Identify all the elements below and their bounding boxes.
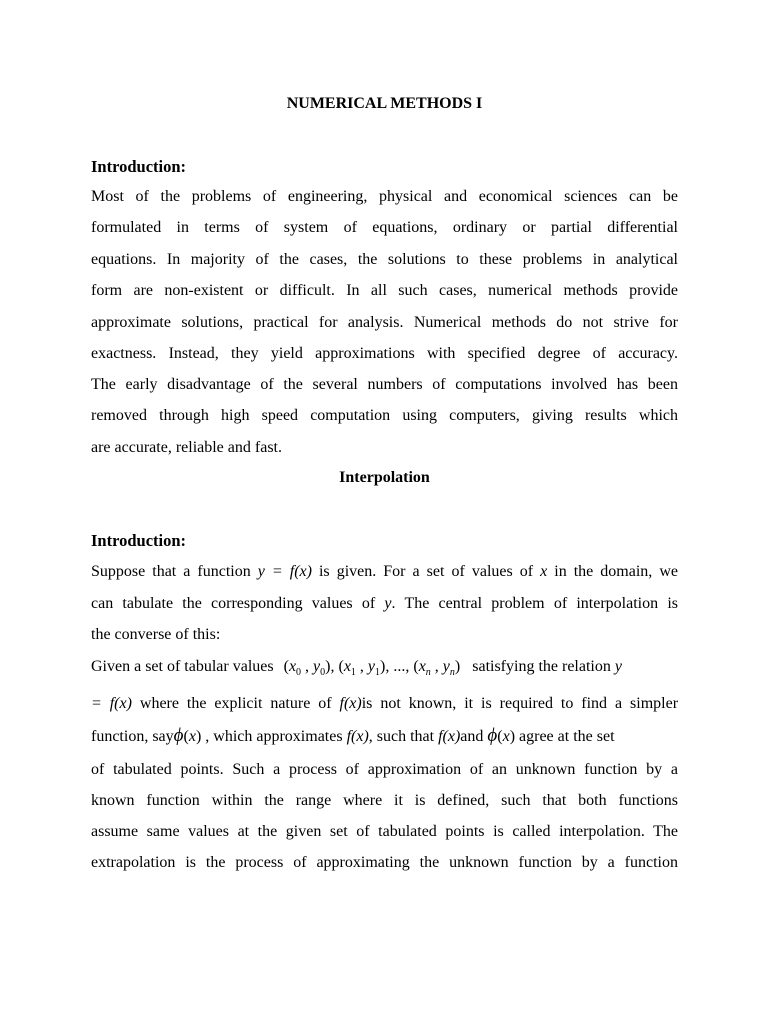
paragraph-line: are accurate, reliable and fast. bbox=[91, 439, 282, 456]
paragraph-line bbox=[91, 657, 678, 677]
text-span: is not known, it is required to find a simpler bbox=[361, 695, 679, 712]
function-fx: f(x) bbox=[438, 728, 461, 745]
text-span: can tabulate the corresponding values of bbox=[91, 595, 385, 612]
equation-y-fx: y = f(x) bbox=[257, 563, 312, 580]
equation-fx: = f(x) bbox=[91, 695, 132, 712]
variable-y: y bbox=[614, 658, 622, 675]
text-span: agree at the set bbox=[515, 728, 615, 745]
paragraph-line bbox=[91, 562, 678, 582]
text-span: in the domain, we bbox=[547, 563, 678, 580]
text-span: , which approximates bbox=[201, 728, 347, 745]
section-heading-introduction-2: Introduction: bbox=[91, 531, 187, 550]
phi-of-x: ϕ(x) bbox=[487, 725, 516, 746]
paragraph-line bbox=[91, 726, 678, 747]
paragraph-line: extrapolation is the process of approximating the unknown function by a function bbox=[91, 854, 678, 871]
text-span: function, say bbox=[91, 728, 174, 745]
paragraph-line: the converse of this: bbox=[91, 626, 221, 643]
paragraph-line bbox=[91, 694, 678, 714]
text-span: , such that bbox=[368, 728, 439, 745]
paragraph-line bbox=[91, 594, 678, 614]
text-span: satisfying the relation bbox=[472, 658, 615, 675]
section-title-interpolation: Interpolation bbox=[339, 469, 430, 486]
text-span: . The central problem of interpolation is bbox=[391, 595, 679, 612]
tabular-values-formula: ($x_0$ , $y_0$), ($x_1$ , $y_1$), ..., ($x_n$ , $y_n$) bbox=[283, 658, 461, 678]
paragraph-line: Most of the problems of engineering, physical and economical sciences can be bbox=[91, 188, 678, 205]
text-span: where the explicit nature of bbox=[131, 695, 340, 712]
paragraph-line: exactness. Instead, they yield approximations with specified degree of accuracy. bbox=[91, 345, 678, 362]
function-fx: f(x) bbox=[346, 728, 369, 745]
paragraph-line: equations. In majority of the cases, the solutions to these problems in analytical bbox=[91, 251, 678, 268]
document-title: NUMERICAL METHODS I bbox=[286, 95, 483, 112]
text-span: Suppose that a function bbox=[91, 563, 258, 580]
text-span: Given a set of tabular values bbox=[91, 658, 274, 675]
text-span: is given. For a set of values of bbox=[311, 563, 541, 580]
variable-x: x bbox=[540, 563, 548, 580]
paragraph-line: assume same values at the given set of tabulated points is called interpolation. The bbox=[91, 823, 678, 840]
paragraph-line: removed through high speed computation using computers, giving results which bbox=[91, 407, 678, 424]
text-span: and bbox=[460, 728, 488, 745]
variable-y: y bbox=[384, 595, 392, 612]
paragraph-line: form are non-existent or difficult. In all such cases, numerical methods provide bbox=[91, 282, 678, 299]
paragraph-line: approximate solutions, practical for analysis. Numerical methods do not strive for bbox=[91, 314, 678, 331]
section-heading-introduction: Introduction: bbox=[91, 157, 187, 176]
function-fx: f(x) bbox=[339, 695, 362, 712]
paragraph-line: of tabulated points. Such a process of approximation of an unknown function by a bbox=[91, 761, 678, 778]
paragraph-line: formulated in terms of system of equations, ordinary or partial differential bbox=[91, 219, 678, 236]
paragraph-line: known function within the range where it is defined, such that both functions bbox=[91, 792, 678, 809]
phi-of-x: ϕ(x) bbox=[173, 725, 202, 746]
paragraph-line: The early disadvantage of the several numbers of computations involved has been bbox=[91, 376, 678, 393]
